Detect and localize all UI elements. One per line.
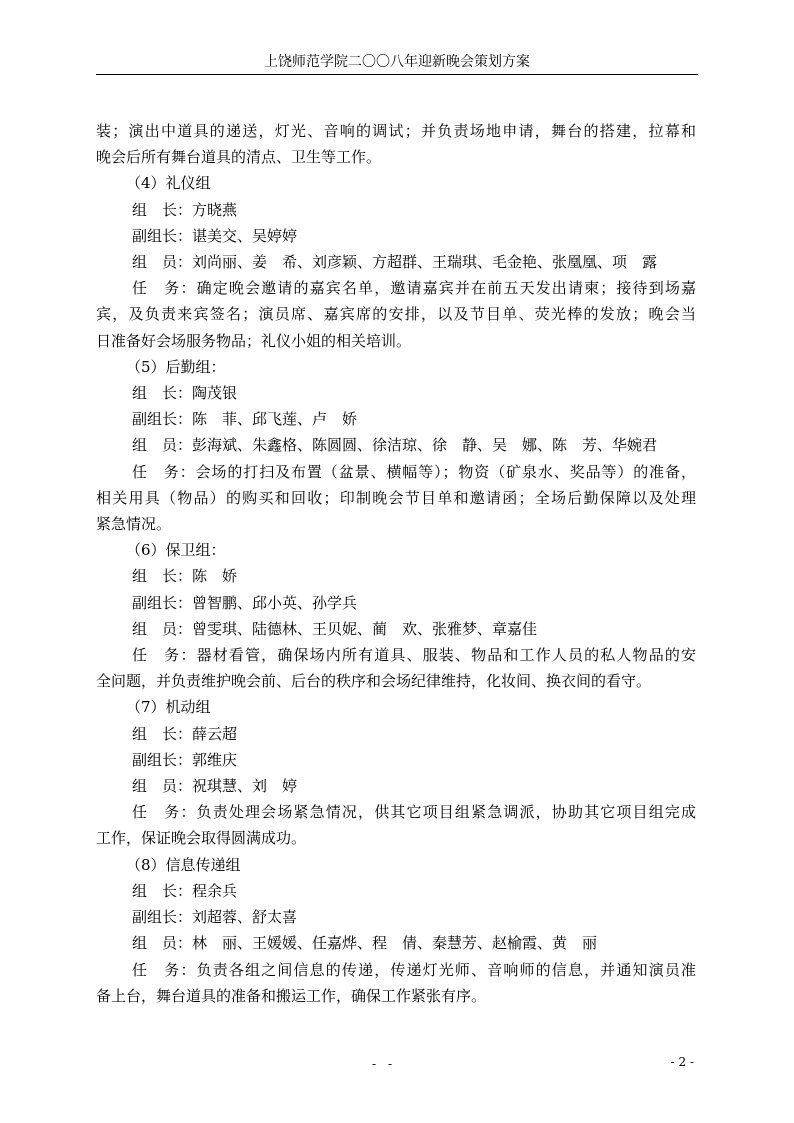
intro-line-2: 晚会后所有舞台道具的清点、卫生等工作。	[96, 148, 382, 167]
group-leader-value: 方晓燕	[192, 200, 238, 219]
group-title: （5）后勤组：	[126, 357, 226, 376]
group-members-row	[96, 930, 696, 956]
group-deputy-value: 郭维庆	[192, 750, 238, 769]
group-task-line-1: 器材看管，确保场内所有道具、服装、物品和工作人员的私人物品的安	[196, 646, 696, 665]
group-members-label: 组 员：	[132, 777, 193, 796]
group-section	[96, 170, 696, 353]
group-task-row	[96, 799, 696, 825]
group-title: （8）信息传递组	[126, 855, 241, 874]
group-deputy-value: 曾智鹏、邱小英、孙学兵	[192, 593, 358, 612]
group-leader-label: 组 长：	[132, 384, 193, 403]
group-leader-value: 薛云超	[192, 724, 238, 743]
group-deputy-value: 陈 菲、邱飞莲、卢 娇	[192, 410, 358, 429]
group-task-line-1: 负责处理会场紧急情况，供其它项目组紧急调派，协助其它项目组完成	[196, 803, 696, 822]
group-section	[96, 537, 696, 694]
group-task-line-3: 日准备好会场服务物品；礼仪小姐的相关培训。	[96, 331, 412, 350]
group-leader-label: 组 长：	[132, 567, 193, 586]
group-deputy-label: 副组长：	[132, 908, 193, 927]
group-leader-row	[96, 721, 696, 747]
group-task-row	[96, 642, 696, 668]
group-members-row	[96, 773, 696, 799]
document-body	[96, 118, 696, 1009]
group-leader-row	[96, 380, 696, 406]
group-section	[96, 354, 696, 537]
group-members-row	[96, 249, 696, 275]
group-deputy-label: 副组长：	[132, 593, 193, 612]
group-list	[96, 170, 696, 1009]
group-deputy-label: 副组长：	[132, 226, 193, 245]
footer-mark: - -	[372, 1057, 393, 1071]
group-task-line-3: 紧急情况。	[96, 515, 172, 534]
group-task-label: 任 务：	[132, 279, 197, 298]
group-members-label: 组 员：	[132, 934, 193, 953]
group-leader-label: 组 长：	[132, 724, 193, 743]
group-task-line-1: 确定晚会邀请的嘉宾名单，邀请嘉宾并在前五天发出请柬；接待到场嘉	[196, 279, 696, 298]
group-members-label: 组 员：	[132, 253, 193, 272]
group-members-value: 祝琪慧、刘 婷	[192, 777, 298, 796]
group-members-row	[96, 616, 696, 642]
group-task-label: 任 务：	[132, 960, 197, 979]
group-task-line-2: 工作，保证晚会取得圆满成功。	[96, 829, 307, 848]
group-leader-label: 组 长：	[132, 200, 193, 219]
group-deputy-row	[96, 223, 696, 249]
group-leader-row	[96, 197, 696, 223]
group-task-row	[96, 459, 696, 485]
group-task-row	[96, 275, 696, 301]
group-deputy-row	[96, 590, 696, 616]
group-task-label: 任 务：	[132, 646, 197, 665]
group-members-label: 组 员：	[132, 436, 193, 455]
group-members-value: 曾雯琪、陆德林、王贝妮、蔺 欢、张雅梦、章嘉佳	[192, 619, 538, 638]
group-title: （6）保卫组：	[126, 541, 226, 560]
group-leader-value: 程余兵	[192, 881, 238, 900]
group-section	[96, 694, 696, 851]
group-task-line-2: 相关用具（物品）的购买和回收；印制晚会节目单和邀请函；全场后勤保障以及处理	[96, 488, 696, 507]
group-task-line-2: 备上台，舞台道具的准备和搬运工作，确保工作紧张有序。	[96, 986, 487, 1005]
group-task-line-1: 负责各组之间信息的传递，传递灯光师、音响师的信息，并通知演员准	[196, 960, 696, 979]
page-number: - 2 -	[670, 1055, 694, 1069]
group-deputy-value: 刘超蓉、舒太喜	[192, 908, 298, 927]
group-deputy-label: 副组长：	[132, 750, 193, 769]
group-task-line-1: 会场的打扫及布置（盆景、横幅等）；物资（矿泉水、奖品等）的准备，	[195, 462, 696, 481]
group-leader-row	[96, 878, 696, 904]
group-leader-row	[96, 563, 696, 589]
page-header	[96, 52, 698, 75]
group-task-line-2: 全问题，并负责维护晚会前、后台的秩序和会场纪律维持，化妆间、换衣间的看守。	[96, 672, 652, 691]
group-members-label: 组 员：	[132, 619, 193, 638]
group-members-row	[96, 432, 696, 458]
group-task-label: 任 务：	[132, 462, 196, 481]
group-deputy-row	[96, 406, 696, 432]
group-deputy-row	[96, 747, 696, 773]
group-deputy-label: 副组长：	[132, 410, 193, 429]
group-title: （4）礼仪组	[126, 174, 211, 193]
group-members-value: 刘尚丽、姜 希、刘彦颖、方超群、王瑞琪、毛金艳、张凰凰、项 露	[192, 253, 658, 272]
group-members-value: 彭海斌、朱鑫格、陈圆圆、徐洁琼、徐 静、吴 娜、陈 芳、华婉君	[192, 436, 658, 455]
group-task-row	[96, 957, 696, 983]
group-leader-label: 组 长：	[132, 881, 193, 900]
group-deputy-value: 谌美交、吴婷婷	[192, 226, 298, 245]
group-task-label: 任 务：	[132, 803, 197, 822]
group-task-line-2: 宾，及负责来宾签名；演员席、嘉宾席的安排，以及节目单、荧光棒的发放；晚会当	[96, 305, 696, 324]
group-deputy-row	[96, 904, 696, 930]
group-members-value: 林 丽、王媛媛、任嘉烨、程 倩、秦慧芳、赵榆霞、黄 丽	[192, 934, 598, 953]
group-title: （7）机动组	[126, 698, 211, 717]
header-title: 上饶师范学院二〇〇八年迎新晚会策划方案	[264, 54, 530, 70]
group-leader-value: 陈 娇	[192, 567, 238, 586]
group-leader-value: 陶茂银	[192, 384, 238, 403]
group-section	[96, 852, 696, 1009]
intro-line-1: 装；演出中道具的递送，灯光、音响的调试；并负责场地申请，舞台的搭建，拉幕和	[96, 122, 696, 140]
